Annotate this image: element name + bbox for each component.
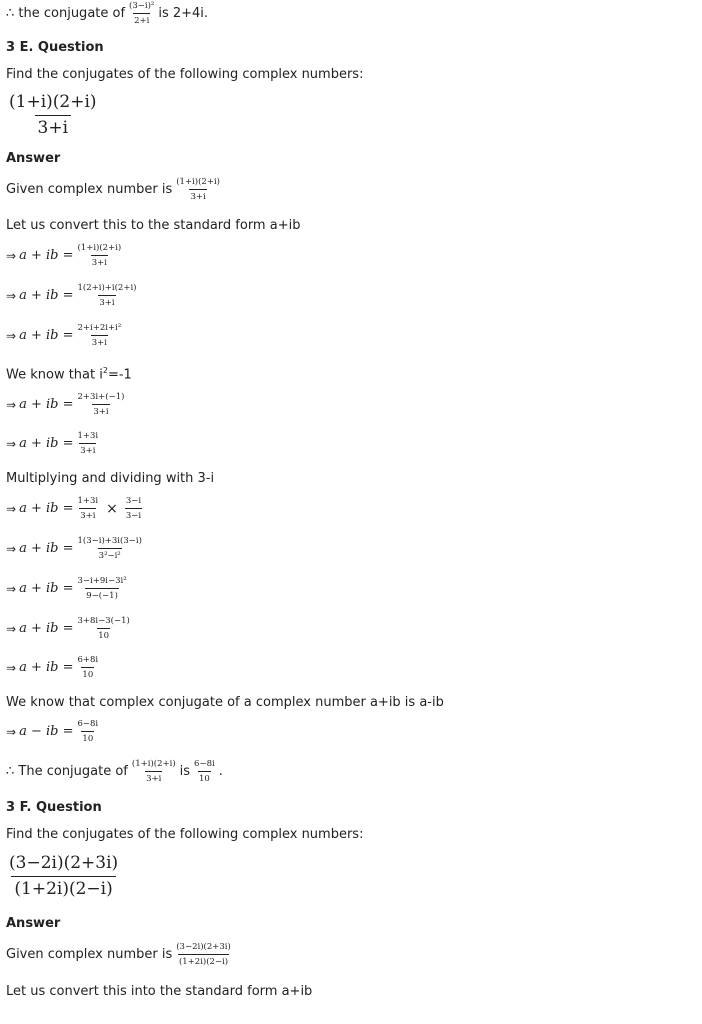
- question-expression: [6, 855, 121, 898]
- fraction: [76, 324, 122, 347]
- fraction: [76, 244, 122, 267]
- fraction: [128, 2, 155, 25]
- conclusion-line: [6, 760, 223, 783]
- times-sign: ×: [106, 500, 118, 517]
- numerator: (1+i)(2+i): [9, 92, 97, 112]
- numerator: 6+8i: [77, 655, 99, 665]
- given-line: [6, 943, 235, 966]
- implies-arrow: ⇒: [6, 397, 17, 412]
- fraction: [76, 656, 99, 679]
- implies-arrow: ⇒: [6, 248, 17, 263]
- conclusion-suffix: is 2+4i.: [158, 6, 209, 21]
- implies-arrow: ⇒: [6, 541, 17, 556]
- denominator: 3+i: [79, 508, 96, 521]
- implies-arrow: ⇒: [6, 581, 17, 596]
- question-prompt: Find the conjugates of the following complex numbers:: [6, 67, 364, 82]
- numerator: 2+i+2i+i²: [77, 323, 122, 333]
- fraction: [76, 720, 99, 743]
- denominator: 3−i: [125, 508, 142, 521]
- numerator: 3−i: [125, 496, 142, 506]
- denominator: 3+i: [189, 189, 206, 202]
- conclusion-end: .: [218, 764, 223, 779]
- numerator: (3−2i)(2+3i): [176, 942, 231, 952]
- given-line: [6, 178, 224, 201]
- fraction: [76, 617, 130, 640]
- denominator: 3+i: [91, 335, 108, 348]
- implies-arrow: ⇒: [6, 621, 17, 636]
- lhs: a + ib =: [19, 288, 74, 303]
- question-heading-3e: 3 E. Question: [6, 40, 104, 55]
- multiply-text: Multiplying and dividing with 3-i: [6, 471, 215, 486]
- know-suffix: =-1: [107, 367, 132, 383]
- lhs: a + ib =: [19, 621, 74, 636]
- numerator: 1(3−i)+3i(3−i): [77, 536, 142, 546]
- lhs: a + ib =: [19, 660, 74, 675]
- step-line: [6, 577, 131, 600]
- lhs: a + ib =: [19, 501, 74, 516]
- lhs: a + ib =: [19, 397, 74, 412]
- step-line: [6, 497, 145, 520]
- lhs: a + ib =: [19, 581, 74, 596]
- fraction: [76, 284, 137, 307]
- denominator: 3²−i²: [98, 548, 122, 561]
- know-line: [6, 366, 132, 382]
- given-text: Given complex number is: [6, 947, 173, 962]
- implies-arrow: ⇒: [6, 328, 17, 343]
- know-sup: 2: [102, 366, 108, 375]
- step-line: [6, 720, 102, 743]
- step-line: [6, 284, 141, 307]
- answer-label: Answer: [6, 151, 61, 166]
- conjugate-rule: We know that complex conjugate of a complex number a+ib is a-ib: [6, 695, 444, 710]
- fraction: [76, 497, 99, 520]
- denominator: 3+i: [92, 404, 109, 417]
- lhs: a + ib =: [19, 328, 74, 343]
- denominator: 10: [198, 771, 211, 784]
- step-line: [6, 324, 125, 347]
- know-prefix: We know that i: [6, 367, 103, 383]
- denominator: 3+i: [145, 771, 162, 784]
- question-prompt: Find the conjugates of the following complex numbers:: [6, 827, 364, 842]
- fraction: [131, 760, 177, 783]
- fraction: [125, 497, 142, 520]
- fraction: [76, 537, 142, 560]
- fraction: [175, 178, 221, 201]
- denominator: 3+i: [35, 115, 72, 137]
- conclusion-prefix: ∴ the conjugate of: [6, 6, 126, 21]
- fraction: [76, 432, 99, 455]
- step-line: [6, 244, 125, 267]
- numerator: (3−2i)(2+3i): [9, 853, 119, 873]
- implies-arrow: ⇒: [6, 501, 17, 516]
- lhs-conjugate: a − ib =: [19, 724, 74, 739]
- denominator: 3+i: [79, 443, 96, 456]
- numerator: 1(2+i)+i(2+i): [77, 283, 137, 293]
- fraction: [76, 577, 127, 600]
- conclusion-is: is: [179, 764, 191, 779]
- denominator: 10: [97, 628, 110, 641]
- implies-arrow: ⇒: [6, 288, 17, 303]
- step-line: [6, 656, 102, 679]
- fraction: [76, 393, 125, 416]
- fraction: [175, 943, 232, 966]
- step-line: [6, 393, 128, 416]
- numerator: 6−8i: [194, 759, 215, 769]
- denominator: (1+2i)(2−i): [11, 876, 115, 898]
- conclusion-prefix: ∴ The conjugate of: [6, 764, 128, 779]
- lhs: a + ib =: [19, 248, 74, 263]
- given-text: Given complex number is: [6, 182, 173, 197]
- denominator: (1+2i)(2−i): [178, 954, 229, 967]
- answer-label: Answer: [6, 916, 61, 931]
- numerator: 2+3i+(−1): [77, 392, 125, 402]
- denominator: 9−(−1): [85, 588, 119, 601]
- numerator: (1+i)(2+i): [77, 243, 122, 253]
- numerator: (3−i)²: [129, 1, 155, 11]
- step-line: [6, 432, 102, 455]
- fraction: [193, 760, 216, 783]
- denominator: 3+i: [98, 295, 115, 308]
- denominator: 3+i: [91, 255, 108, 268]
- lhs: a + ib =: [19, 436, 74, 451]
- denominator: 2+i: [133, 13, 150, 26]
- numerator: 3−i+9i−3i²: [77, 576, 127, 586]
- step-line: [6, 537, 146, 560]
- lhs: a + ib =: [19, 541, 74, 556]
- previous-conclusion: [6, 2, 208, 25]
- denominator: 10: [81, 731, 94, 744]
- numerator: 1+3i: [77, 431, 99, 441]
- big-fraction: [6, 94, 100, 137]
- implies-arrow: ⇒: [6, 724, 17, 739]
- big-fraction: [6, 855, 121, 898]
- numerator: (1+i)(2+i): [131, 759, 176, 769]
- numerator: 1+3i: [77, 496, 99, 506]
- numerator: (1+i)(2+i): [176, 177, 220, 187]
- numerator: 6−8i: [77, 719, 99, 729]
- numerator: 3+8i−3(−1): [77, 616, 130, 626]
- denominator: 10: [81, 667, 94, 680]
- question-expression: [6, 94, 100, 137]
- implies-arrow: ⇒: [6, 436, 17, 451]
- implies-arrow: ⇒: [6, 660, 17, 675]
- convert-text: Let us convert this into the standard form a+ib: [6, 984, 313, 999]
- convert-text: Let us convert this to the standard form a+ib: [6, 218, 301, 233]
- step-line: [6, 617, 134, 640]
- question-heading-3f: 3 F. Question: [6, 800, 102, 815]
